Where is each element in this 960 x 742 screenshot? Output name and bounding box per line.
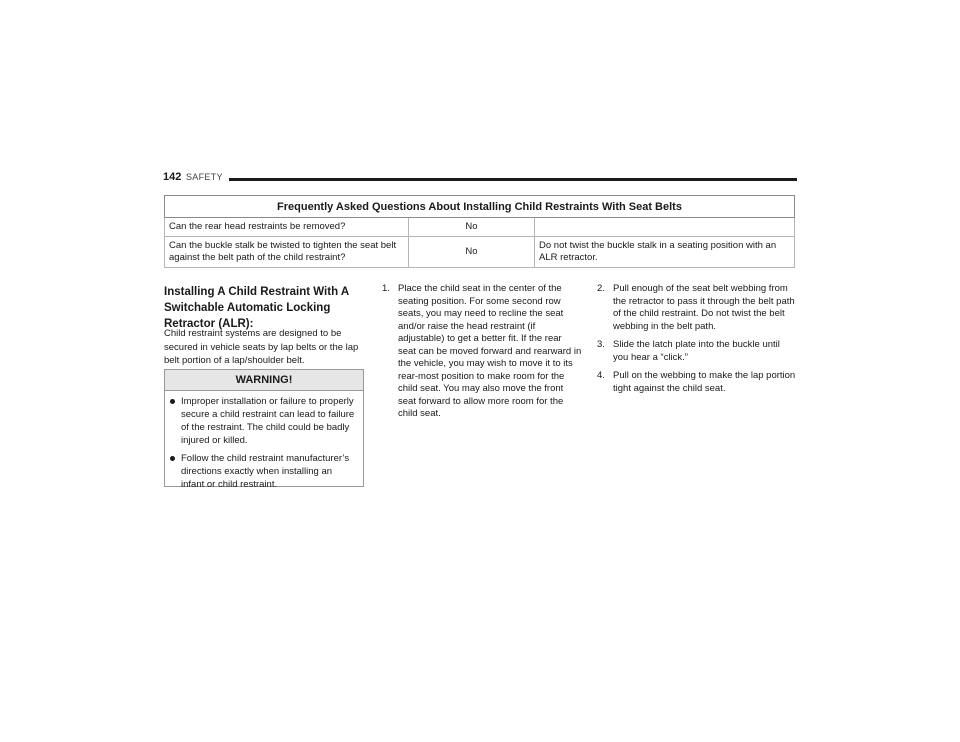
page-header [163, 171, 797, 187]
faq-table-title-row [165, 196, 795, 218]
steps-list-column-3 [597, 283, 797, 401]
header-rule [229, 178, 797, 181]
list-item [597, 370, 797, 395]
bullet-icon [170, 399, 175, 404]
step-text: Pull on the webbing to make the lap portion tight against the child seat. [613, 370, 796, 394]
step-text: Pull enough of the seat belt webbing from the retractor to pass it through the belt path of the child restraint. Do not twist the belt webbing in the belt path. [613, 283, 795, 332]
faq-note: Do not twist the buckle stalk in a seating position with an ALR retractor. [535, 237, 795, 268]
step-text: Slide the latch plate into the buckle until you hear a “click.” [613, 339, 780, 363]
list-item [597, 283, 797, 333]
step-text: Place the child seat in the center of the seating position. For some second row seats, you may need to recline the seat and/or raise the head restraint (if adjustable) to get a better fit. If the rear seat can be moved forward and rearward in the vehicle, you may wish to move it to its rear-most position to make room for the child seat. You may also move the front seat forward to allow more room for the child seat. [398, 283, 582, 419]
warning-item [165, 452, 357, 491]
intro-paragraph: Child restraint systems are designed to be secured in vehicle seats by lap belts or the lap belt portion of a lap/shoulder belt. [164, 328, 359, 366]
faq-table-title: Frequently Asked Questions About Installing Child Restraints With Seat Belts [165, 196, 795, 218]
warning-box [164, 369, 364, 490]
faq-answer: No [409, 237, 535, 268]
faq-answer: No [409, 218, 535, 237]
warning-item [165, 395, 357, 447]
faq-table [164, 195, 795, 268]
step-number: 2. [597, 283, 605, 294]
faq-note [535, 218, 795, 237]
page-number: 142 [163, 171, 182, 183]
step-number: 1. [382, 283, 390, 294]
faq-question: Can the rear head restraints be removed? [165, 218, 409, 237]
step-number: 3. [597, 339, 605, 350]
table-row [165, 237, 795, 268]
section-title: SAFETY [186, 172, 223, 182]
table-row [165, 218, 795, 237]
warning-item-text: Improper installation or failure to properly secure a child restraint can lead to failure of the restraint. The child could be badly injured or killed. [181, 396, 355, 446]
list-item [382, 283, 582, 421]
step-number: 4. [597, 370, 605, 381]
faq-question: Can the buckle stalk be twisted to tighten the seat belt against the belt path of the child restraint? [165, 237, 409, 268]
list-item [597, 339, 797, 364]
section-heading: Installing A Child Restraint With A Switchable Automatic Locking Retractor (ALR): [164, 286, 349, 330]
warning-item-text: Follow the child restraint manufacturer’s directions exactly when installing an infant or child restraint. [181, 453, 350, 490]
steps-list-column-2 [382, 283, 582, 427]
warning-list [165, 395, 357, 491]
bullet-icon [170, 456, 175, 461]
warning-title: WARNING! [165, 370, 363, 391]
